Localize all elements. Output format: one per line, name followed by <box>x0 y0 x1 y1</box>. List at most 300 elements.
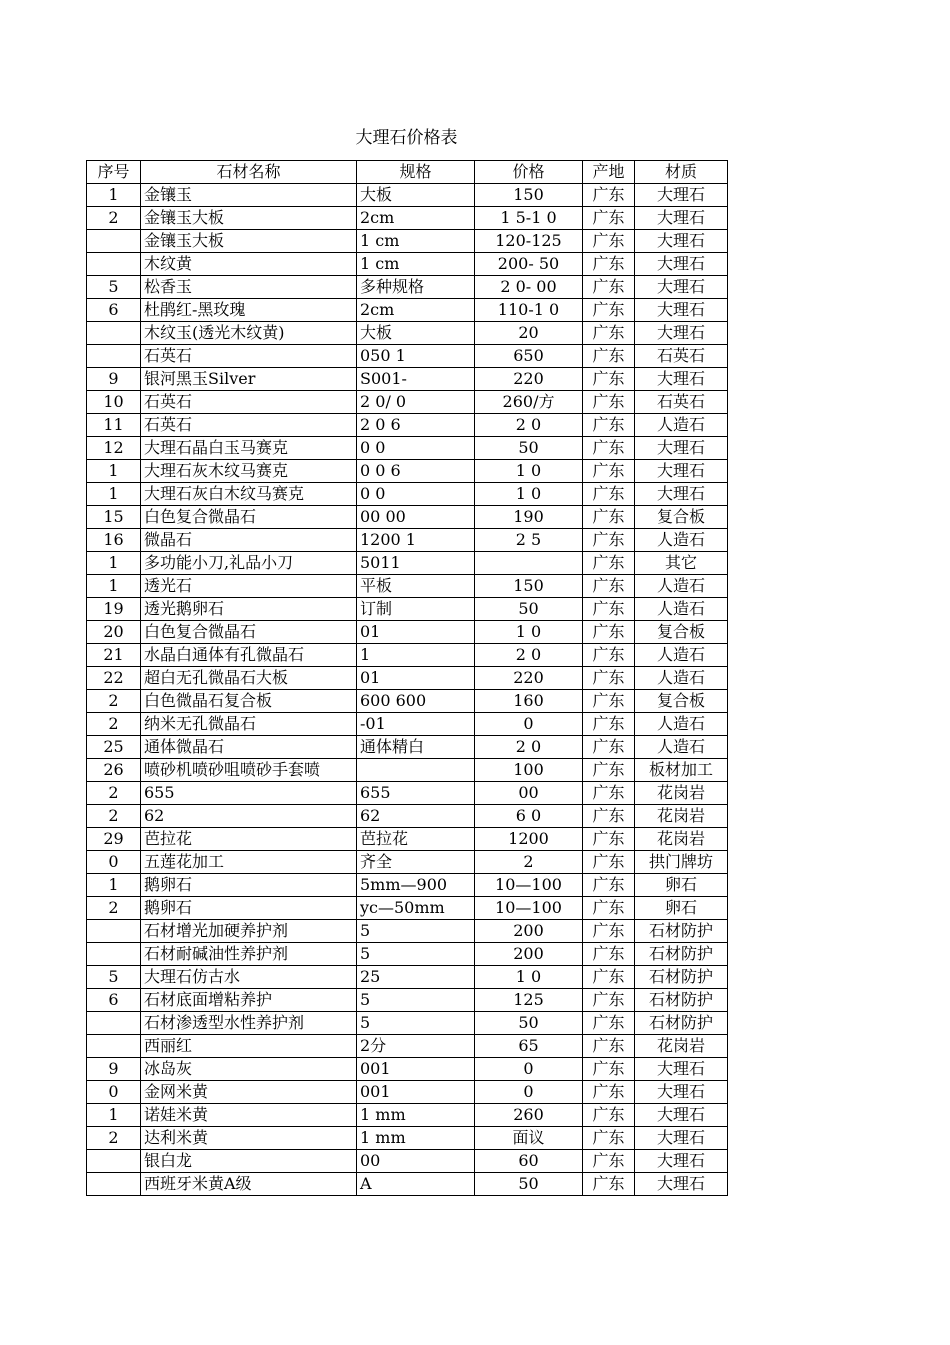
cell-price: 2 0 <box>475 414 583 437</box>
cell-material: 大理石 <box>635 483 728 506</box>
cell-origin: 广东 <box>583 644 635 667</box>
cell-price: 0 <box>475 713 583 736</box>
cell-no: 11 <box>87 414 141 437</box>
cell-price: 50 <box>475 437 583 460</box>
cell-name: 石材耐碱油性养护剂 <box>141 943 357 966</box>
table-row <box>87 1081 728 1104</box>
cell-material: 大理石 <box>635 276 728 299</box>
cell-spec: 001 <box>357 1081 475 1104</box>
cell-origin: 广东 <box>583 621 635 644</box>
cell-price: 220 <box>475 368 583 391</box>
table-row <box>87 460 728 483</box>
cell-spec: 5mm—900 <box>357 874 475 897</box>
cell-spec: 2cm <box>357 299 475 322</box>
cell-price: 650 <box>475 345 583 368</box>
cell-name: 大理石仿古水 <box>141 966 357 989</box>
table-row <box>87 414 728 437</box>
cell-material: 人造石 <box>635 414 728 437</box>
table-row <box>87 437 728 460</box>
cell-material: 大理石 <box>635 437 728 460</box>
table-row <box>87 529 728 552</box>
cell-spec: 2cm <box>357 207 475 230</box>
cell-spec: 2分 <box>357 1035 475 1058</box>
cell-spec: 600 600 <box>357 690 475 713</box>
cell-material: 卵石 <box>635 897 728 920</box>
page-title: 大理石价格表 <box>355 128 458 148</box>
header-name: 石材名称 <box>141 161 357 184</box>
cell-price: 110-1 0 <box>475 299 583 322</box>
cell-no: 20 <box>87 621 141 644</box>
cell-origin: 广东 <box>583 1104 635 1127</box>
cell-material: 其它 <box>635 552 728 575</box>
cell-spec: 5011 <box>357 552 475 575</box>
cell-name: 石英石 <box>141 345 357 368</box>
table-row <box>87 345 728 368</box>
table-row <box>87 483 728 506</box>
cell-material: 石英石 <box>635 345 728 368</box>
cell-spec: 1200 1 <box>357 529 475 552</box>
cell-origin: 广东 <box>583 667 635 690</box>
cell-material: 卵石 <box>635 874 728 897</box>
cell-name: 金镶玉大板 <box>141 207 357 230</box>
cell-name: 大理石灰木纹马赛克 <box>141 460 357 483</box>
cell-origin: 广东 <box>583 989 635 1012</box>
cell-origin: 广东 <box>583 437 635 460</box>
cell-price: 1 0 <box>475 460 583 483</box>
cell-origin: 广东 <box>583 1150 635 1173</box>
cell-origin: 广东 <box>583 529 635 552</box>
cell-price: 1 0 <box>475 621 583 644</box>
cell-no: 2 <box>87 897 141 920</box>
cell-spec: 1 mm <box>357 1127 475 1150</box>
cell-no <box>87 920 141 943</box>
cell-no: 2 <box>87 1127 141 1150</box>
cell-no: 5 <box>87 966 141 989</box>
cell-material: 石材防护 <box>635 989 728 1012</box>
cell-spec: yc—50mm <box>357 897 475 920</box>
cell-price: 2 0- 00 <box>475 276 583 299</box>
cell-origin: 广东 <box>583 1173 635 1196</box>
table-row <box>87 621 728 644</box>
cell-price: 10—100 <box>475 874 583 897</box>
cell-origin: 广东 <box>583 391 635 414</box>
cell-origin: 广东 <box>583 368 635 391</box>
cell-name: 冰岛灰 <box>141 1058 357 1081</box>
cell-origin: 广东 <box>583 1081 635 1104</box>
table-row <box>87 506 728 529</box>
cell-origin: 广东 <box>583 874 635 897</box>
cell-spec: S001- <box>357 368 475 391</box>
cell-name: 鹅卵石 <box>141 897 357 920</box>
cell-spec: 00 00 <box>357 506 475 529</box>
cell-price: 125 <box>475 989 583 1012</box>
cell-no: 29 <box>87 828 141 851</box>
cell-material: 人造石 <box>635 575 728 598</box>
cell-origin: 广东 <box>583 575 635 598</box>
cell-name: 石材渗透型水性养护剂 <box>141 1012 357 1035</box>
cell-price: 220 <box>475 667 583 690</box>
cell-no: 2 <box>87 690 141 713</box>
cell-no: 22 <box>87 667 141 690</box>
cell-spec: 01 <box>357 621 475 644</box>
cell-price: 50 <box>475 1173 583 1196</box>
table-row <box>87 1150 728 1173</box>
cell-no: 1 <box>87 483 141 506</box>
header-spec: 规格 <box>357 161 475 184</box>
cell-no <box>87 345 141 368</box>
cell-price: 1200 <box>475 828 583 851</box>
cell-no: 1 <box>87 575 141 598</box>
cell-no: 15 <box>87 506 141 529</box>
cell-origin: 广东 <box>583 345 635 368</box>
cell-price: 1 0 <box>475 966 583 989</box>
table-row <box>87 1104 728 1127</box>
cell-spec: 050 1 <box>357 345 475 368</box>
table-row <box>87 943 728 966</box>
table-row <box>87 1058 728 1081</box>
cell-material: 石材防护 <box>635 966 728 989</box>
cell-spec: 订制 <box>357 598 475 621</box>
cell-no: 10 <box>87 391 141 414</box>
table-row <box>87 184 728 207</box>
table-row <box>87 368 728 391</box>
cell-material: 大理石 <box>635 1127 728 1150</box>
cell-name: 石材增光加硬养护剂 <box>141 920 357 943</box>
table-row <box>87 759 728 782</box>
cell-no: 25 <box>87 736 141 759</box>
cell-material: 花岗岩 <box>635 805 728 828</box>
cell-origin: 广东 <box>583 230 635 253</box>
cell-name: 诺娃米黄 <box>141 1104 357 1127</box>
cell-name: 金网米黄 <box>141 1081 357 1104</box>
cell-name: 多功能小刀,礼品小刀 <box>141 552 357 575</box>
cell-spec: 0 0 <box>357 483 475 506</box>
cell-material: 大理石 <box>635 1150 728 1173</box>
cell-name: 透光鹅卵石 <box>141 598 357 621</box>
cell-no: 1 <box>87 552 141 575</box>
table-row <box>87 667 728 690</box>
price-table <box>86 160 728 1196</box>
cell-name: 木纹玉(透光木纹黄) <box>141 322 357 345</box>
cell-origin: 广东 <box>583 828 635 851</box>
cell-name: 芭拉花 <box>141 828 357 851</box>
table-row <box>87 782 728 805</box>
cell-price: 120-125 <box>475 230 583 253</box>
cell-material: 大理石 <box>635 1173 728 1196</box>
cell-price: 160 <box>475 690 583 713</box>
cell-origin: 广东 <box>583 276 635 299</box>
cell-material: 人造石 <box>635 644 728 667</box>
cell-name: 纳米无孔微晶石 <box>141 713 357 736</box>
cell-no: 6 <box>87 989 141 1012</box>
table-row <box>87 805 728 828</box>
cell-origin: 广东 <box>583 736 635 759</box>
cell-price: 2 <box>475 851 583 874</box>
cell-origin: 广东 <box>583 1035 635 1058</box>
header-origin: 产地 <box>583 161 635 184</box>
cell-material: 复合板 <box>635 621 728 644</box>
cell-no: 1 <box>87 1104 141 1127</box>
cell-no: 9 <box>87 1058 141 1081</box>
cell-no: 5 <box>87 276 141 299</box>
cell-price: 6 0 <box>475 805 583 828</box>
cell-origin: 广东 <box>583 690 635 713</box>
cell-name: 西班牙米黄A级 <box>141 1173 357 1196</box>
cell-price: 0 <box>475 1058 583 1081</box>
table-row <box>87 989 728 1012</box>
cell-spec: A <box>357 1173 475 1196</box>
cell-spec: 001 <box>357 1058 475 1081</box>
cell-price: 10—100 <box>475 897 583 920</box>
cell-spec: 多种规格 <box>357 276 475 299</box>
cell-origin: 广东 <box>583 897 635 920</box>
cell-origin: 广东 <box>583 782 635 805</box>
cell-material: 大理石 <box>635 207 728 230</box>
cell-spec: 1 mm <box>357 1104 475 1127</box>
cell-no <box>87 1150 141 1173</box>
cell-price: 50 <box>475 598 583 621</box>
cell-spec: 2 0/ 0 <box>357 391 475 414</box>
cell-name: 大理石晶白玉马赛克 <box>141 437 357 460</box>
cell-origin: 广东 <box>583 943 635 966</box>
cell-origin: 广东 <box>583 966 635 989</box>
cell-name: 微晶石 <box>141 529 357 552</box>
cell-material: 石材防护 <box>635 1012 728 1035</box>
cell-name: 喷砂机喷砂咀喷砂手套喷 <box>141 759 357 782</box>
cell-spec: 2 0 6 <box>357 414 475 437</box>
cell-no <box>87 1012 141 1035</box>
cell-no: 2 <box>87 805 141 828</box>
cell-spec: -01 <box>357 713 475 736</box>
cell-no: 9 <box>87 368 141 391</box>
cell-no <box>87 253 141 276</box>
table-row <box>87 253 728 276</box>
cell-origin: 广东 <box>583 207 635 230</box>
cell-origin: 广东 <box>583 598 635 621</box>
cell-material: 石英石 <box>635 391 728 414</box>
cell-name: 金镶玉 <box>141 184 357 207</box>
cell-material: 石材防护 <box>635 920 728 943</box>
cell-price: 65 <box>475 1035 583 1058</box>
cell-spec: 5 <box>357 943 475 966</box>
cell-origin: 广东 <box>583 851 635 874</box>
cell-price: 260/方 <box>475 391 583 414</box>
cell-material: 人造石 <box>635 713 728 736</box>
table-row <box>87 1127 728 1150</box>
cell-material: 大理石 <box>635 1058 728 1081</box>
cell-no: 1 <box>87 184 141 207</box>
cell-name: 石材底面增粘养护 <box>141 989 357 1012</box>
cell-spec: 00 <box>357 1150 475 1173</box>
cell-origin: 广东 <box>583 1012 635 1035</box>
table-row <box>87 920 728 943</box>
cell-no: 2 <box>87 782 141 805</box>
cell-name: 白色复合微晶石 <box>141 506 357 529</box>
cell-price: 00 <box>475 782 583 805</box>
cell-price: 260 <box>475 1104 583 1127</box>
cell-origin: 广东 <box>583 713 635 736</box>
cell-spec: 通体精白 <box>357 736 475 759</box>
cell-spec: 1 cm <box>357 253 475 276</box>
cell-spec: 大板 <box>357 322 475 345</box>
cell-material: 人造石 <box>635 529 728 552</box>
cell-price: 150 <box>475 575 583 598</box>
cell-price: 20 <box>475 322 583 345</box>
table-row <box>87 575 728 598</box>
cell-name: 西丽红 <box>141 1035 357 1058</box>
cell-spec: 01 <box>357 667 475 690</box>
table-row <box>87 828 728 851</box>
cell-origin: 广东 <box>583 552 635 575</box>
cell-spec: 5 <box>357 1012 475 1035</box>
cell-material: 大理石 <box>635 184 728 207</box>
table-row <box>87 966 728 989</box>
cell-material: 花岗岩 <box>635 782 728 805</box>
cell-no: 2 <box>87 207 141 230</box>
cell-material: 大理石 <box>635 322 728 345</box>
cell-material: 大理石 <box>635 1104 728 1127</box>
cell-spec: 5 <box>357 920 475 943</box>
cell-name: 水晶白通体有孔微晶石 <box>141 644 357 667</box>
cell-material: 大理石 <box>635 253 728 276</box>
header-material: 材质 <box>635 161 728 184</box>
cell-origin: 广东 <box>583 299 635 322</box>
cell-spec: 5 <box>357 989 475 1012</box>
cell-name: 杜鹃红-黑玫瑰 <box>141 299 357 322</box>
cell-origin: 广东 <box>583 253 635 276</box>
table-row <box>87 299 728 322</box>
cell-origin: 广东 <box>583 920 635 943</box>
cell-no <box>87 230 141 253</box>
table-body <box>87 184 728 1196</box>
cell-spec: 平板 <box>357 575 475 598</box>
cell-spec: 1 <box>357 644 475 667</box>
cell-name: 655 <box>141 782 357 805</box>
header-row <box>87 161 728 184</box>
cell-material: 人造石 <box>635 736 728 759</box>
cell-name: 超白无孔微晶石大板 <box>141 667 357 690</box>
cell-price: 200 <box>475 943 583 966</box>
cell-spec: 0 0 6 <box>357 460 475 483</box>
cell-material: 人造石 <box>635 667 728 690</box>
table-row <box>87 1035 728 1058</box>
cell-material: 复合板 <box>635 506 728 529</box>
table-row <box>87 276 728 299</box>
cell-material: 石材防护 <box>635 943 728 966</box>
cell-price: 1 0 <box>475 483 583 506</box>
table-row <box>87 713 728 736</box>
cell-origin: 广东 <box>583 506 635 529</box>
cell-spec: 25 <box>357 966 475 989</box>
cell-name: 达利米黄 <box>141 1127 357 1150</box>
cell-material: 花岗岩 <box>635 1035 728 1058</box>
cell-origin: 广东 <box>583 805 635 828</box>
cell-origin: 广东 <box>583 460 635 483</box>
cell-price: 2 0 <box>475 736 583 759</box>
table-row <box>87 736 728 759</box>
table-row <box>87 598 728 621</box>
cell-price: 100 <box>475 759 583 782</box>
cell-name: 木纹黄 <box>141 253 357 276</box>
cell-name: 鹅卵石 <box>141 874 357 897</box>
cell-origin: 广东 <box>583 759 635 782</box>
cell-origin: 广东 <box>583 322 635 345</box>
cell-name: 银河黑玉Silver <box>141 368 357 391</box>
cell-price: 60 <box>475 1150 583 1173</box>
cell-name: 白色复合微晶石 <box>141 621 357 644</box>
cell-no: 6 <box>87 299 141 322</box>
cell-spec: 1 cm <box>357 230 475 253</box>
cell-price: 200 <box>475 920 583 943</box>
cell-spec <box>357 759 475 782</box>
cell-name: 五莲花加工 <box>141 851 357 874</box>
cell-material: 复合板 <box>635 690 728 713</box>
cell-price: 面议 <box>475 1127 583 1150</box>
table-row <box>87 690 728 713</box>
cell-spec: 655 <box>357 782 475 805</box>
cell-price: 0 <box>475 1081 583 1104</box>
table-row <box>87 207 728 230</box>
table-row <box>87 644 728 667</box>
cell-price <box>475 552 583 575</box>
cell-name: 透光石 <box>141 575 357 598</box>
cell-material: 大理石 <box>635 460 728 483</box>
cell-name: 松香玉 <box>141 276 357 299</box>
cell-no: 0 <box>87 851 141 874</box>
cell-material: 大理石 <box>635 368 728 391</box>
cell-no <box>87 1173 141 1196</box>
cell-origin: 广东 <box>583 1058 635 1081</box>
table-row <box>87 897 728 920</box>
cell-origin: 广东 <box>583 1127 635 1150</box>
cell-material: 板材加工 <box>635 759 728 782</box>
cell-no: 19 <box>87 598 141 621</box>
table-row <box>87 1173 728 1196</box>
cell-name: 银白龙 <box>141 1150 357 1173</box>
cell-material: 人造石 <box>635 598 728 621</box>
cell-name: 通体微晶石 <box>141 736 357 759</box>
cell-price: 2 5 <box>475 529 583 552</box>
cell-material: 大理石 <box>635 1081 728 1104</box>
cell-no: 1 <box>87 460 141 483</box>
cell-price: 50 <box>475 1012 583 1035</box>
cell-price: 150 <box>475 184 583 207</box>
cell-no <box>87 1035 141 1058</box>
cell-material: 大理石 <box>635 299 728 322</box>
cell-material: 拱门牌坊 <box>635 851 728 874</box>
cell-price: 2 0 <box>475 644 583 667</box>
cell-name: 大理石灰白木纹马赛克 <box>141 483 357 506</box>
cell-name: 石英石 <box>141 391 357 414</box>
table-row <box>87 552 728 575</box>
cell-name: 白色微晶石复合板 <box>141 690 357 713</box>
table-row <box>87 851 728 874</box>
table-row <box>87 874 728 897</box>
cell-no: 2 <box>87 713 141 736</box>
header-no: 序号 <box>87 161 141 184</box>
cell-no: 16 <box>87 529 141 552</box>
cell-material: 花岗岩 <box>635 828 728 851</box>
cell-name: 石英石 <box>141 414 357 437</box>
cell-spec: 大板 <box>357 184 475 207</box>
cell-price: 1 5-1 0 <box>475 207 583 230</box>
table-row <box>87 1012 728 1035</box>
cell-name: 金镶玉大板 <box>141 230 357 253</box>
cell-spec: 62 <box>357 805 475 828</box>
cell-no: 1 <box>87 874 141 897</box>
table-row <box>87 322 728 345</box>
cell-origin: 广东 <box>583 414 635 437</box>
